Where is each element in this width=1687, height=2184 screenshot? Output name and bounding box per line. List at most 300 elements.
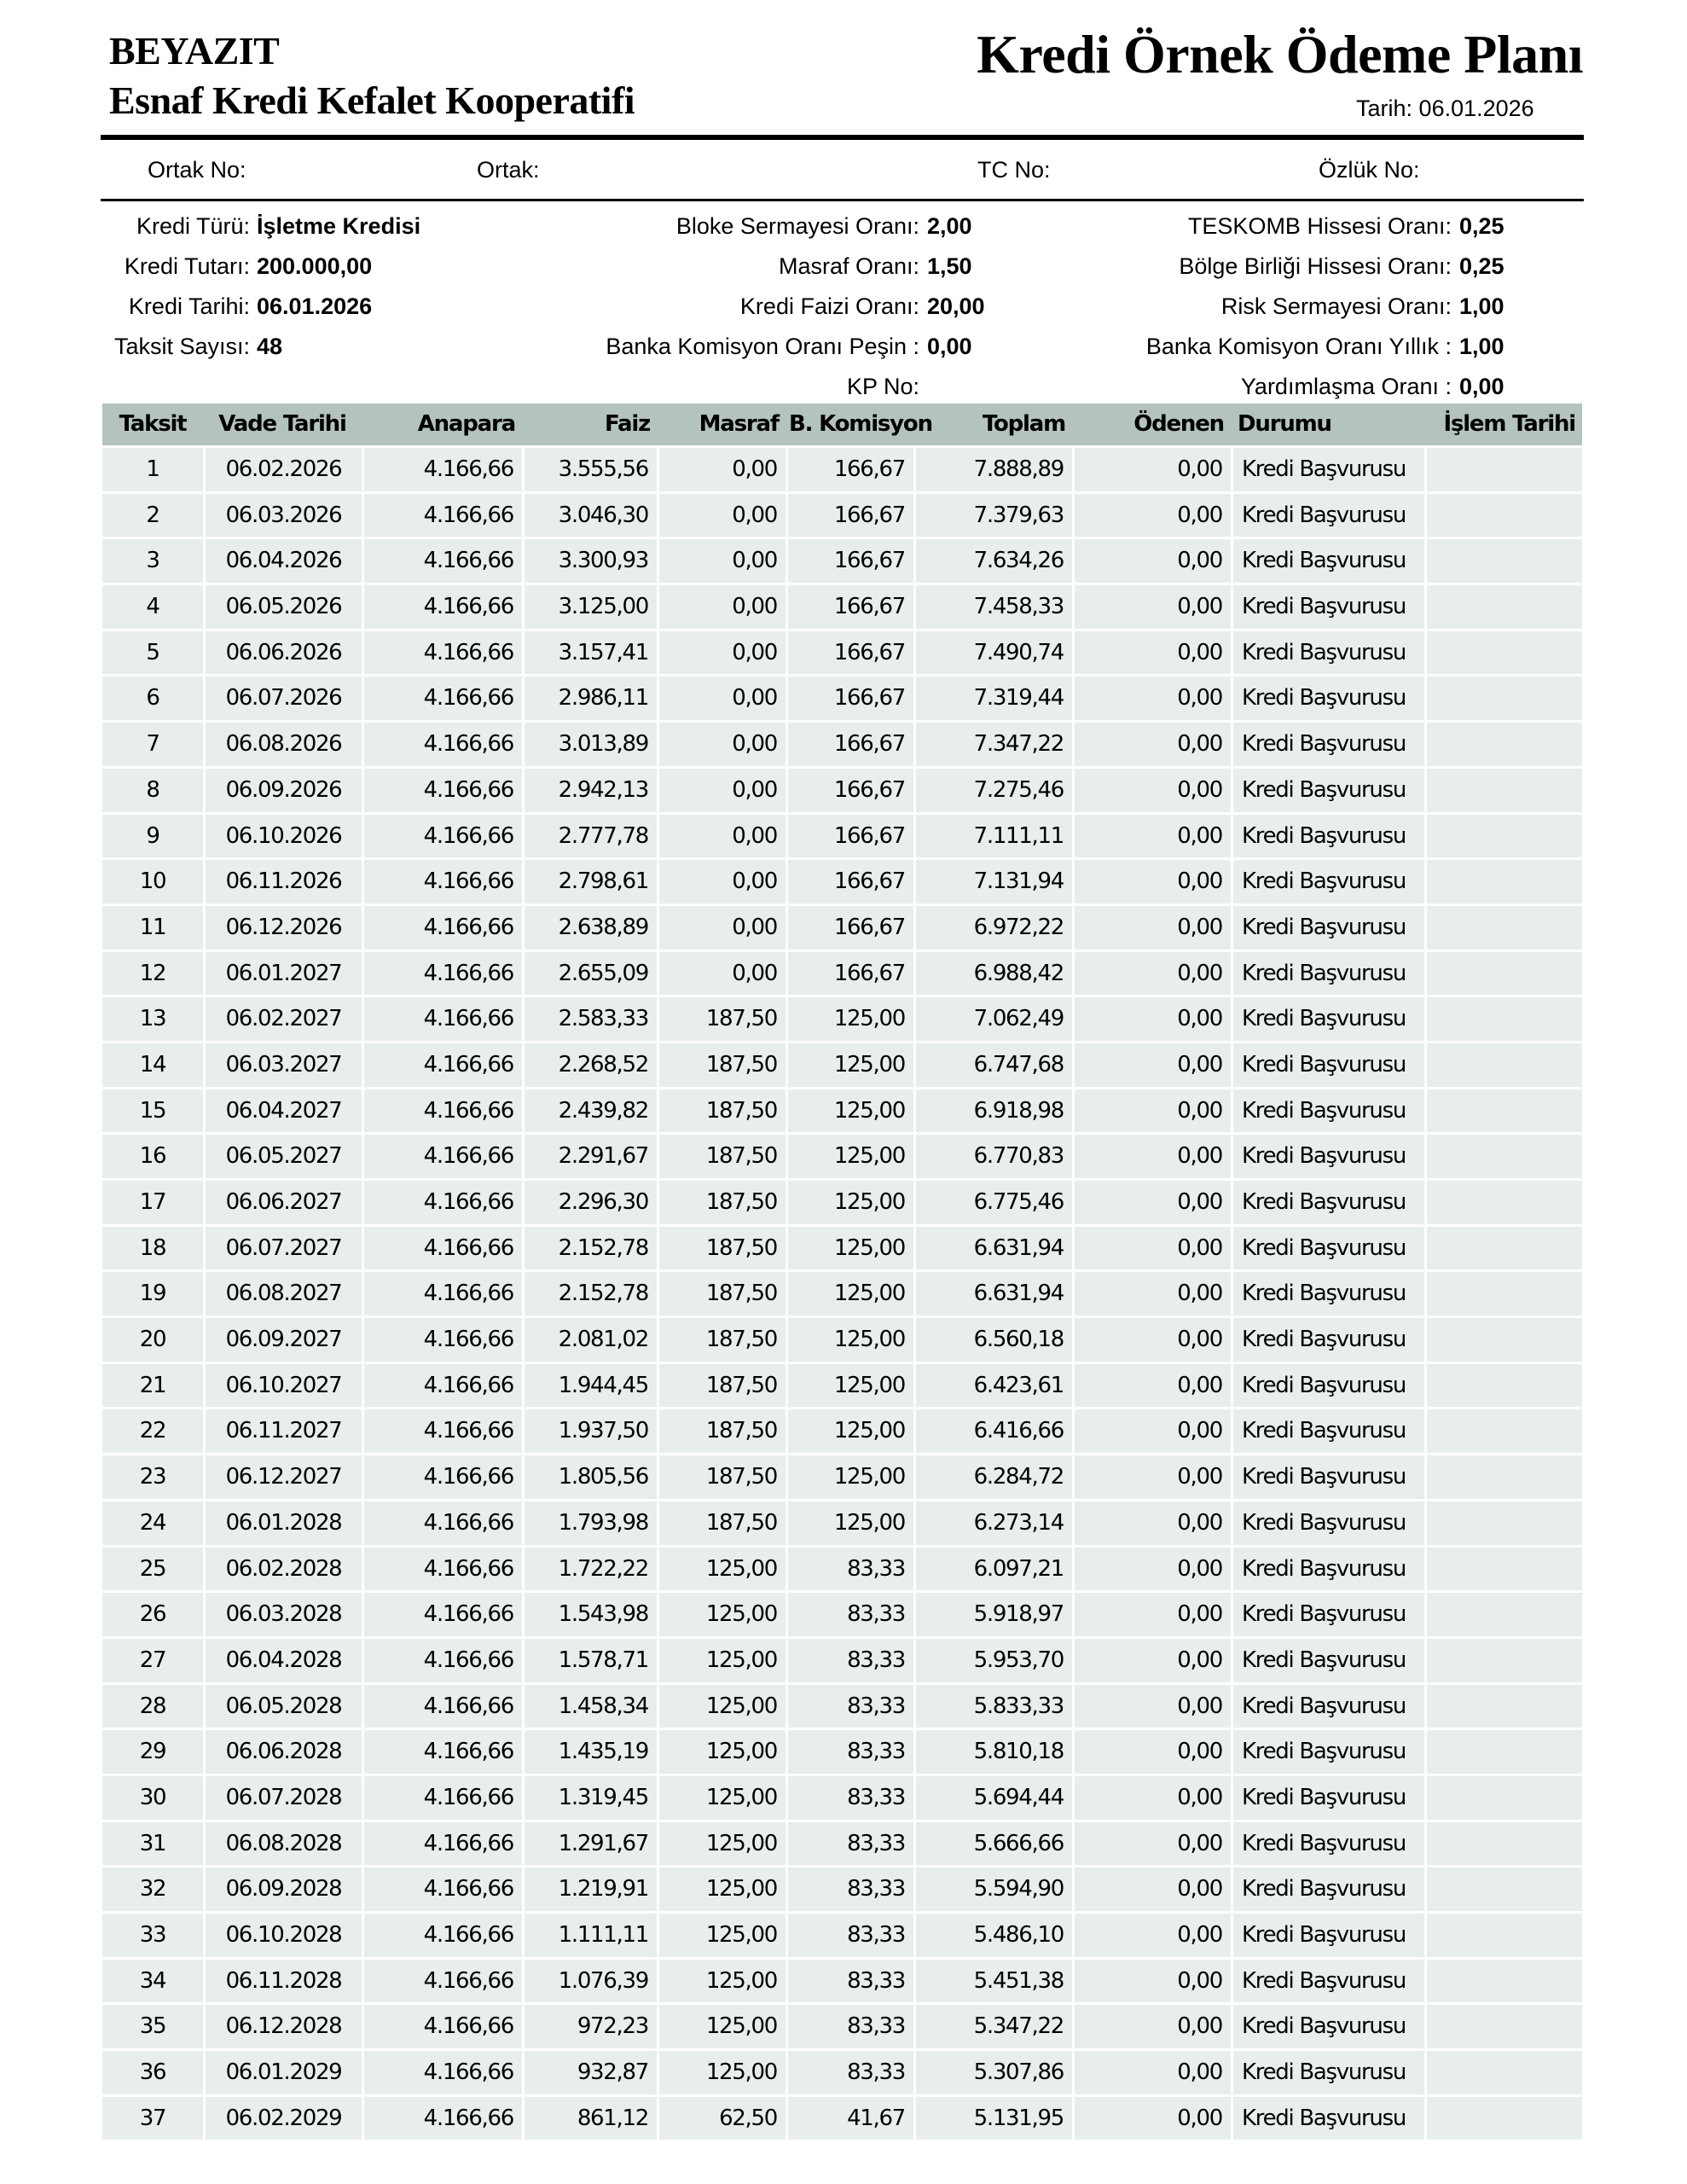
cell-b-komisyon: 125,00	[786, 1132, 913, 1178]
cell-anapara: 4.166,66	[362, 995, 522, 1041]
cell-masraf: 0,00	[657, 812, 786, 858]
param-label: KP No:	[846, 374, 919, 399]
param-komisyon-pesin-value-wrap	[927, 332, 972, 361]
cell-durumu: Kredi Başvurusu	[1231, 950, 1424, 996]
cell-b-komisyon: 166,67	[786, 903, 913, 950]
table-row	[102, 1682, 1582, 1728]
cell-anapara: 4.166,66	[362, 629, 522, 675]
cell-taksit: 2	[102, 491, 203, 537]
cell-b-komisyon: 125,00	[786, 1269, 913, 1316]
cell-taksit: 1	[102, 445, 203, 491]
cell-b-komisyon: 125,00	[786, 1087, 913, 1133]
cell-b-komisyon: 83,33	[786, 2048, 913, 2094]
cell-anapara: 4.166,66	[362, 1911, 522, 1957]
column-header-vade-tarihi: Vade Tarihi	[218, 411, 346, 437]
param-value: 0,00	[1459, 374, 1504, 399]
cell-islem-tarihi	[1424, 1682, 1582, 1728]
cell-islem-tarihi	[1424, 720, 1582, 766]
param-masraf-orani	[779, 252, 919, 281]
cell-vade-tarihi: 06.05.2027	[203, 1132, 362, 1178]
cell-odenen: 0,00	[1072, 1316, 1231, 1362]
cell-taksit: 37	[102, 2094, 203, 2140]
cell-durumu: Kredi Başvurusu	[1231, 1865, 1424, 1911]
cell-anapara: 4.166,66	[362, 903, 522, 950]
cell-odenen: 0,00	[1072, 1865, 1231, 1911]
cell-vade-tarihi: 06.06.2028	[203, 1728, 362, 1774]
cell-vade-tarihi: 06.07.2028	[203, 1774, 362, 1820]
cell-toplam: 6.273,14	[913, 1499, 1072, 1545]
cell-taksit: 25	[102, 1545, 203, 1591]
cell-faiz: 861,12	[522, 2094, 657, 2140]
ozluk-no-field	[1319, 155, 1420, 184]
cell-masraf: 187,50	[657, 1132, 786, 1178]
table-row	[102, 674, 1582, 720]
cell-toplam: 5.486,10	[913, 1911, 1072, 1957]
cell-vade-tarihi: 06.07.2026	[203, 674, 362, 720]
cell-taksit: 15	[102, 1087, 203, 1133]
tc-no-label: TC No:	[977, 157, 1051, 183]
cell-masraf: 0,00	[657, 491, 786, 537]
cell-anapara: 4.166,66	[362, 1728, 522, 1774]
cell-faiz: 3.157,41	[522, 629, 657, 675]
cell-faiz: 1.076,39	[522, 1957, 657, 2003]
cell-taksit: 27	[102, 1636, 203, 1682]
cell-durumu: Kredi Başvurusu	[1231, 1178, 1424, 1224]
cell-b-komisyon: 166,67	[786, 857, 913, 903]
table-row	[102, 1224, 1582, 1270]
cell-odenen: 0,00	[1072, 1499, 1231, 1545]
table-row	[102, 1453, 1582, 1499]
table-row	[102, 1269, 1582, 1316]
cell-toplam: 7.888,89	[913, 445, 1072, 491]
cell-toplam: 6.284,72	[913, 1453, 1072, 1499]
cell-masraf: 125,00	[657, 1957, 786, 2003]
param-bolge-birligi	[1179, 252, 1452, 281]
cell-odenen: 0,00	[1072, 1636, 1231, 1682]
cell-durumu: Kredi Başvurusu	[1231, 1545, 1424, 1591]
cell-islem-tarihi	[1424, 1132, 1582, 1178]
cell-toplam: 6.097,21	[913, 1545, 1072, 1591]
cell-masraf: 187,50	[657, 1087, 786, 1133]
cell-faiz: 2.291,67	[522, 1132, 657, 1178]
cell-taksit: 8	[102, 766, 203, 812]
cell-toplam: 6.416,66	[913, 1407, 1072, 1453]
cell-anapara: 4.166,66	[362, 720, 522, 766]
cell-islem-tarihi	[1424, 2094, 1582, 2140]
cell-faiz: 2.583,33	[522, 995, 657, 1041]
cell-vade-tarihi: 06.03.2028	[203, 1590, 362, 1636]
cell-toplam: 5.833,33	[913, 1682, 1072, 1728]
param-label: Bölge Birliği Hissesi Oranı:	[1179, 253, 1452, 279]
member-divider	[101, 199, 1584, 201]
cell-odenen: 0,00	[1072, 1774, 1231, 1820]
cell-taksit: 9	[102, 812, 203, 858]
cell-masraf: 187,50	[657, 1362, 786, 1408]
cell-b-komisyon: 83,33	[786, 1728, 913, 1774]
cell-faiz: 932,87	[522, 2048, 657, 2094]
param-value: 200.000,00	[257, 253, 373, 279]
cell-islem-tarihi	[1424, 857, 1582, 903]
cell-b-komisyon: 125,00	[786, 1224, 913, 1270]
cell-toplam: 6.631,94	[913, 1224, 1072, 1270]
cell-b-komisyon: 166,67	[786, 583, 913, 629]
cell-taksit: 13	[102, 995, 203, 1041]
cell-b-komisyon: 166,67	[786, 445, 913, 491]
cell-durumu: Kredi Başvurusu	[1231, 1590, 1424, 1636]
cell-vade-tarihi: 06.02.2028	[203, 1545, 362, 1591]
cell-durumu: Kredi Başvurusu	[1231, 1911, 1424, 1957]
param-label: Risk Sermayesi Oranı:	[1220, 293, 1452, 319]
cell-masraf: 125,00	[657, 1865, 786, 1911]
table-row	[102, 1728, 1582, 1774]
cell-odenen: 0,00	[1072, 1178, 1231, 1224]
param-banka-komisyon-yillik	[1146, 332, 1452, 361]
cell-durumu: Kredi Başvurusu	[1231, 1499, 1424, 1545]
ozluk-no-label: Özlük No:	[1319, 157, 1420, 183]
ortak-no-field	[148, 155, 246, 184]
cell-vade-tarihi: 06.06.2027	[203, 1178, 362, 1224]
cell-taksit: 11	[102, 903, 203, 950]
cell-masraf: 0,00	[657, 537, 786, 583]
table-row	[102, 1590, 1582, 1636]
cell-vade-tarihi: 06.01.2029	[203, 2048, 362, 2094]
cell-durumu: Kredi Başvurusu	[1231, 1087, 1424, 1133]
cell-faiz: 2.081,02	[522, 1316, 657, 1362]
cell-masraf: 0,00	[657, 766, 786, 812]
param-label: Masraf Oranı:	[778, 253, 919, 279]
cell-vade-tarihi: 06.11.2027	[203, 1407, 362, 1453]
column-header-faiz: Faiz	[604, 411, 650, 437]
param-risk-sermayesi	[1221, 292, 1452, 321]
table-row	[102, 1499, 1582, 1545]
cell-anapara: 4.166,66	[362, 1224, 522, 1270]
cell-anapara: 4.166,66	[362, 1820, 522, 1866]
cell-islem-tarihi	[1424, 1590, 1582, 1636]
table-row	[102, 1041, 1582, 1087]
param-komisyon-yillik-value-wrap	[1459, 332, 1504, 361]
param-label: Banka Komisyon Oranı Yıllık :	[1145, 334, 1452, 359]
cell-odenen: 0,00	[1072, 766, 1231, 812]
cell-odenen: 0,00	[1072, 1269, 1231, 1316]
cell-b-komisyon: 125,00	[786, 1407, 913, 1453]
cell-durumu: Kredi Başvurusu	[1231, 583, 1424, 629]
cell-faiz: 2.638,89	[522, 903, 657, 950]
cell-vade-tarihi: 06.11.2026	[203, 857, 362, 903]
cell-vade-tarihi: 06.02.2026	[203, 445, 362, 491]
cell-taksit: 16	[102, 1132, 203, 1178]
param-bloke-sermayesi	[676, 212, 919, 241]
cell-durumu: Kredi Başvurusu	[1231, 1957, 1424, 2003]
cell-toplam: 7.379,63	[913, 491, 1072, 537]
organization-subtitle: Esnaf Kredi Kefalet Kooperatifi	[109, 78, 635, 122]
table-row	[102, 1316, 1582, 1362]
cell-faiz: 3.125,00	[522, 583, 657, 629]
cell-faiz: 2.942,13	[522, 766, 657, 812]
cell-masraf: 125,00	[657, 1545, 786, 1591]
cell-vade-tarihi: 06.04.2027	[203, 1087, 362, 1133]
payment-schedule-table	[102, 404, 1582, 2140]
cell-islem-tarihi	[1424, 950, 1582, 996]
cell-taksit: 33	[102, 1911, 203, 1957]
table-row	[102, 1636, 1582, 1682]
cell-vade-tarihi: 06.08.2028	[203, 1820, 362, 1866]
cell-toplam: 7.131,94	[913, 857, 1072, 903]
cell-islem-tarihi	[1424, 491, 1582, 537]
cell-masraf: 187,50	[657, 1178, 786, 1224]
table-row	[102, 537, 1582, 583]
cell-odenen: 0,00	[1072, 1087, 1231, 1133]
cell-b-komisyon: 41,67	[786, 2094, 913, 2140]
param-label: Kredi Faizi Oranı:	[739, 293, 919, 319]
cell-faiz: 2.439,82	[522, 1087, 657, 1133]
cell-faiz: 1.578,71	[522, 1636, 657, 1682]
cell-taksit: 10	[102, 857, 203, 903]
cell-taksit: 32	[102, 1865, 203, 1911]
cell-taksit: 29	[102, 1728, 203, 1774]
ortak-label: Ortak:	[477, 157, 540, 183]
cell-anapara: 4.166,66	[362, 537, 522, 583]
cell-islem-tarihi	[1424, 1545, 1582, 1591]
table-header-row	[102, 404, 1582, 445]
cell-vade-tarihi: 06.10.2027	[203, 1362, 362, 1408]
table-row	[102, 812, 1582, 858]
cell-faiz: 1.319,45	[522, 1774, 657, 1820]
cell-b-komisyon: 83,33	[786, 1636, 913, 1682]
cell-taksit: 12	[102, 950, 203, 996]
cell-islem-tarihi	[1424, 1041, 1582, 1087]
cell-odenen: 0,00	[1072, 445, 1231, 491]
cell-toplam: 7.275,46	[913, 766, 1072, 812]
table-row	[102, 2094, 1582, 2140]
param-label: Yardımlaşma Oranı :	[1240, 374, 1452, 399]
cell-masraf: 62,50	[657, 2094, 786, 2140]
cell-durumu: Kredi Başvurusu	[1231, 1820, 1424, 1866]
cell-b-komisyon: 83,33	[786, 1865, 913, 1911]
cell-durumu: Kredi Başvurusu	[1231, 720, 1424, 766]
ortak-no-label: Ortak No:	[148, 157, 246, 183]
param-taksit-sayisi-value-wrap	[257, 332, 282, 361]
cell-durumu: Kredi Başvurusu	[1231, 1224, 1424, 1270]
cell-toplam: 6.423,61	[913, 1362, 1072, 1408]
cell-durumu: Kredi Başvurusu	[1231, 2094, 1424, 2140]
cell-faiz: 972,23	[522, 2002, 657, 2048]
cell-vade-tarihi: 06.11.2028	[203, 1957, 362, 2003]
cell-vade-tarihi: 06.05.2026	[203, 583, 362, 629]
cell-islem-tarihi	[1424, 1957, 1582, 2003]
cell-taksit: 24	[102, 1499, 203, 1545]
param-kredi-tarihi-value-wrap	[257, 292, 372, 321]
cell-islem-tarihi	[1424, 583, 1582, 629]
cell-durumu: Kredi Başvurusu	[1231, 1774, 1424, 1820]
cell-odenen: 0,00	[1072, 491, 1231, 537]
cell-taksit: 34	[102, 1957, 203, 2003]
cell-faiz: 1.435,19	[522, 1728, 657, 1774]
cell-vade-tarihi: 06.08.2026	[203, 720, 362, 766]
table-row	[102, 1911, 1582, 1957]
cell-durumu: Kredi Başvurusu	[1231, 2048, 1424, 2094]
cell-b-komisyon: 166,67	[786, 812, 913, 858]
cell-durumu: Kredi Başvurusu	[1231, 812, 1424, 858]
cell-toplam: 5.131,95	[913, 2094, 1072, 2140]
cell-b-komisyon: 83,33	[786, 1820, 913, 1866]
cell-odenen: 0,00	[1072, 812, 1231, 858]
cell-islem-tarihi	[1424, 1911, 1582, 1957]
column-header-taksit: Taksit	[119, 411, 187, 437]
cell-masraf: 125,00	[657, 1636, 786, 1682]
cell-taksit: 35	[102, 2002, 203, 2048]
cell-anapara: 4.166,66	[362, 812, 522, 858]
cell-islem-tarihi	[1424, 1407, 1582, 1453]
cell-anapara: 4.166,66	[362, 1865, 522, 1911]
cell-toplam: 5.307,86	[913, 2048, 1072, 2094]
table-body	[102, 445, 1582, 2140]
cell-masraf: 0,00	[657, 583, 786, 629]
cell-toplam: 7.634,26	[913, 537, 1072, 583]
cell-b-komisyon: 166,67	[786, 950, 913, 996]
cell-faiz: 2.268,52	[522, 1041, 657, 1087]
cell-anapara: 4.166,66	[362, 491, 522, 537]
param-yardimlasma-value-wrap	[1459, 372, 1504, 401]
cell-taksit: 17	[102, 1178, 203, 1224]
cell-toplam: 6.747,68	[913, 1041, 1072, 1087]
cell-vade-tarihi: 06.12.2028	[203, 2002, 362, 2048]
cell-islem-tarihi	[1424, 2048, 1582, 2094]
param-kredi-tutari	[125, 252, 250, 281]
param-taksit-sayisi	[114, 332, 250, 361]
cell-odenen: 0,00	[1072, 857, 1231, 903]
cell-masraf: 187,50	[657, 1224, 786, 1270]
cell-odenen: 0,00	[1072, 1407, 1231, 1453]
cell-anapara: 4.166,66	[362, 1545, 522, 1591]
cell-odenen: 0,00	[1072, 1957, 1231, 2003]
cell-taksit: 3	[102, 537, 203, 583]
cell-b-komisyon: 125,00	[786, 1362, 913, 1408]
cell-islem-tarihi	[1424, 1362, 1582, 1408]
cell-durumu: Kredi Başvurusu	[1231, 1636, 1424, 1682]
cell-toplam: 7.458,33	[913, 583, 1072, 629]
cell-vade-tarihi: 06.04.2028	[203, 1636, 362, 1682]
cell-faiz: 3.046,30	[522, 491, 657, 537]
cell-anapara: 4.166,66	[362, 1774, 522, 1820]
cell-faiz: 2.986,11	[522, 674, 657, 720]
cell-masraf: 187,50	[657, 1407, 786, 1453]
cell-odenen: 0,00	[1072, 1545, 1231, 1591]
param-label: Taksit Sayısı:	[113, 334, 250, 359]
cell-anapara: 4.166,66	[362, 1132, 522, 1178]
cell-masraf: 125,00	[657, 1728, 786, 1774]
cell-anapara: 4.166,66	[362, 1682, 522, 1728]
cell-vade-tarihi: 06.03.2026	[203, 491, 362, 537]
cell-masraf: 187,50	[657, 1453, 786, 1499]
column-header-islem-tarihi: İşlem Tarihi	[1443, 411, 1575, 437]
cell-taksit: 5	[102, 629, 203, 675]
table-row	[102, 445, 1582, 491]
table-row	[102, 950, 1582, 996]
cell-odenen: 0,00	[1072, 1224, 1231, 1270]
cell-anapara: 4.166,66	[362, 1590, 522, 1636]
cell-taksit: 4	[102, 583, 203, 629]
cell-odenen: 0,00	[1072, 1041, 1231, 1087]
cell-vade-tarihi: 06.12.2027	[203, 1453, 362, 1499]
column-header-durumu: Durumu	[1238, 411, 1331, 437]
cell-islem-tarihi	[1424, 629, 1582, 675]
cell-islem-tarihi	[1424, 674, 1582, 720]
cell-toplam: 6.988,42	[913, 950, 1072, 996]
cell-b-komisyon: 83,33	[786, 1682, 913, 1728]
cell-masraf: 187,50	[657, 1499, 786, 1545]
cell-anapara: 4.166,66	[362, 950, 522, 996]
cell-b-komisyon: 83,33	[786, 1545, 913, 1591]
cell-odenen: 0,00	[1072, 1682, 1231, 1728]
cell-toplam: 7.111,11	[913, 812, 1072, 858]
cell-durumu: Kredi Başvurusu	[1231, 674, 1424, 720]
table-row	[102, 583, 1582, 629]
table-row	[102, 1178, 1582, 1224]
cell-vade-tarihi: 06.09.2027	[203, 1316, 362, 1362]
cell-islem-tarihi	[1424, 766, 1582, 812]
table-row	[102, 766, 1582, 812]
table-row	[102, 2048, 1582, 2094]
cell-masraf: 125,00	[657, 1590, 786, 1636]
param-teskomb-value-wrap	[1459, 212, 1504, 241]
cell-odenen: 0,00	[1072, 1132, 1231, 1178]
cell-durumu: Kredi Başvurusu	[1231, 445, 1424, 491]
param-value: 0,00	[927, 334, 972, 359]
document-date	[1356, 94, 1534, 123]
cell-faiz: 3.300,93	[522, 537, 657, 583]
cell-odenen: 0,00	[1072, 1820, 1231, 1866]
column-header-b-komisyon: B. Komisyon	[789, 411, 932, 437]
cell-islem-tarihi	[1424, 1269, 1582, 1316]
cell-durumu: Kredi Başvurusu	[1231, 1682, 1424, 1728]
header-divider-thick	[101, 135, 1584, 140]
ortak-field	[477, 155, 540, 184]
cell-durumu: Kredi Başvurusu	[1231, 995, 1424, 1041]
param-label: Kredi Tutarı:	[124, 253, 250, 279]
param-value: 1,00	[1459, 334, 1504, 359]
cell-islem-tarihi	[1424, 903, 1582, 950]
cell-vade-tarihi: 06.06.2026	[203, 629, 362, 675]
cell-faiz: 1.111,11	[522, 1911, 657, 1957]
cell-odenen: 0,00	[1072, 1728, 1231, 1774]
cell-masraf: 125,00	[657, 2048, 786, 2094]
cell-durumu: Kredi Başvurusu	[1231, 2002, 1424, 2048]
param-kredi-tutari-value-wrap	[257, 252, 372, 281]
param-kredi-tarihi	[129, 292, 250, 321]
cell-masraf: 125,00	[657, 2002, 786, 2048]
cell-odenen: 0,00	[1072, 2048, 1231, 2094]
cell-b-komisyon: 166,67	[786, 537, 913, 583]
cell-faiz: 1.805,56	[522, 1453, 657, 1499]
cell-taksit: 23	[102, 1453, 203, 1499]
cell-islem-tarihi	[1424, 1087, 1582, 1133]
cell-faiz: 2.152,78	[522, 1224, 657, 1270]
cell-anapara: 4.166,66	[362, 766, 522, 812]
cell-vade-tarihi: 06.05.2028	[203, 1682, 362, 1728]
table-row	[102, 1957, 1582, 2003]
cell-anapara: 4.166,66	[362, 1178, 522, 1224]
param-value: 20,00	[927, 293, 985, 319]
cell-islem-tarihi	[1424, 1316, 1582, 1362]
cell-anapara: 4.166,66	[362, 1316, 522, 1362]
cell-anapara: 4.166,66	[362, 1041, 522, 1087]
cell-durumu: Kredi Başvurusu	[1231, 1132, 1424, 1178]
cell-toplam: 5.694,44	[913, 1774, 1072, 1820]
cell-masraf: 0,00	[657, 445, 786, 491]
cell-toplam: 5.451,38	[913, 1957, 1072, 2003]
table-row	[102, 1774, 1582, 1820]
cell-masraf: 0,00	[657, 720, 786, 766]
